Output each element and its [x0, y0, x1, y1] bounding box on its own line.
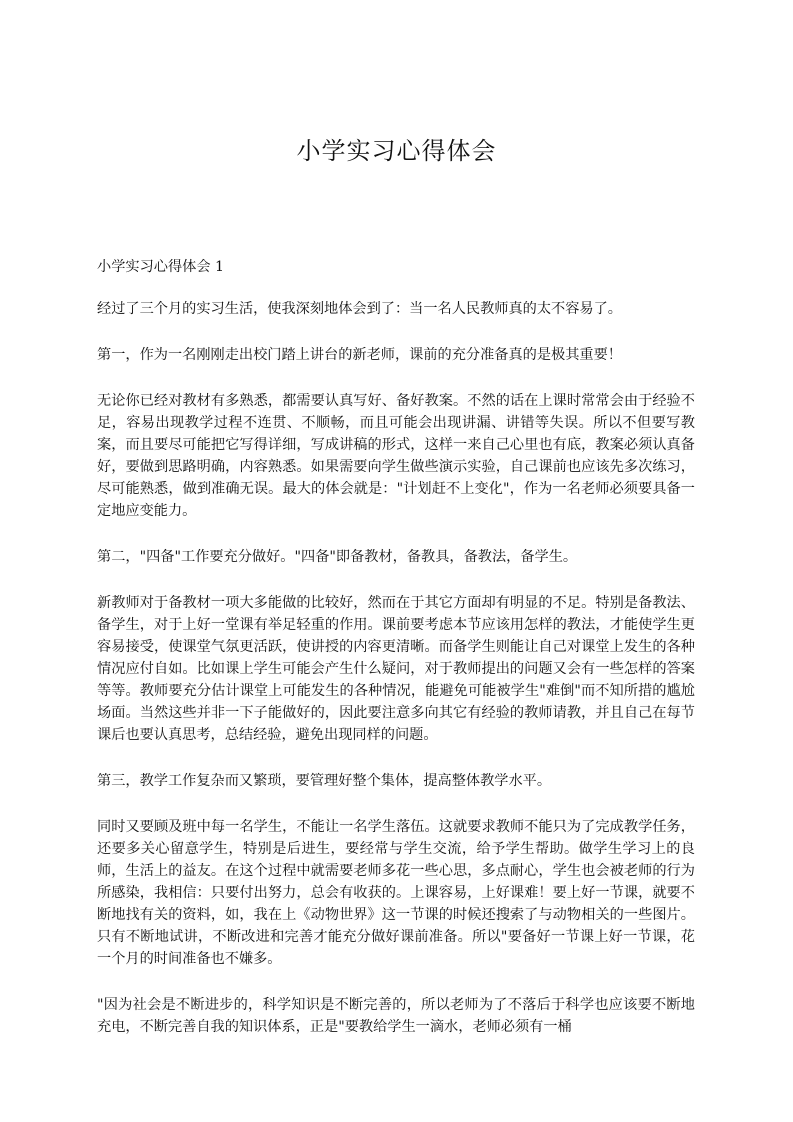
paragraph: "因为社会是不断进步的，科学知识是不断完善的，所以老师为了不落后于科学也应该要不断地充电，不断完善自我的知识体系，正是"要教给学生一滴水，老师必须有一桶 [97, 997, 695, 1035]
document-body [97, 256, 695, 1062]
paragraph: 新教师对于备教材一项大多能做的比较好，然而在于其它方面却有明显的不足。特别是备教法、备学生，对于上好一堂课有举足轻重的作用。课前要考虑本节应该用怎样的教法，才能使学生更容易接受，使课堂气氛更活跃，使讲授的内容更清晰。而备学生则能让自己对课堂上发生的各种情况应付自如。比如课上学生可能会产生什么疑问，对于教师提出的问题又会有一些怎样的答案等等。教师要充分估计课堂上可能发生的各种情况，能避免可能被学生"难倒"而不知所措的尴尬场面。当然这些并非一下子能做好的，因此要注意多向其它有经验的教师请教，并且自己在每节课后也要认真思考，总结经验，避免出现同样的问题。 [97, 595, 695, 743]
paragraph: 无论你已经对教材有多熟悉，都需要认真写好、备好教案。不然的话在上课时常常会由于经验不足，容易出现教学过程不连贯、不顺畅，而且可能会出现讲漏、讲错等失误。所以不但要写教案，而且要尽可能把它写得详细，写成讲稿的形式，这样一来自己心里也有底，教案必须认真备好，要做到思路明确，内容熟悉。如果需要向学生做些演示实验，自己课前也应该先多次练习，尽可能熟悉，做到准确无误。最大的体会就是："计划赶不上变化"，作为一名老师必须要具备一定地应变能力。 [97, 393, 695, 519]
paragraph: 第三，教学工作复杂而又繁琐，要管理好整个集体，提高整体教学水平。 [97, 773, 552, 789]
paragraph: 第一，作为一名刚刚走出校门踏上讲台的新老师，课前的充分准备真的是极其重要！ [97, 347, 622, 363]
document-title: 小学实习心得体会 [296, 137, 497, 165]
paragraph: 同时又要顾及班中每一名学生，不能让一名学生落伍。这就要求教师不能只为了完成教学任务，还要多关心留意学生，特别是后进生，要经常与学生交流，给予学生帮助。做学生学习上的良师，生活上的益友。在这个过程中就需要老师多花一些心思，多点耐心，学生也会被老师的行为所感染，我相信：只要付出努力，总会有收获的。上课容易，上好课难！要上好一节课，就要不断地找有关的资料，如，我在上《动物世界》这一节课的时候还搜索了与动物相关的一些图片。只有不断地试讲，不断改进和完善才能充分做好课前准备。所以"要备好一节课上好一节课，花一个月的时间准备也不嫌多。 [97, 819, 695, 967]
paragraph: 经过了三个月的实习生活，使我深刻地体会到了：当一名人民教师真的太不容易了。 [97, 301, 622, 317]
section-heading: 小学实习心得体会 1 [97, 259, 225, 275]
paragraph: 第二，"四备"工作要充分做好。"四备"即备教材，备教具，备教法，备学生。 [97, 549, 578, 565]
